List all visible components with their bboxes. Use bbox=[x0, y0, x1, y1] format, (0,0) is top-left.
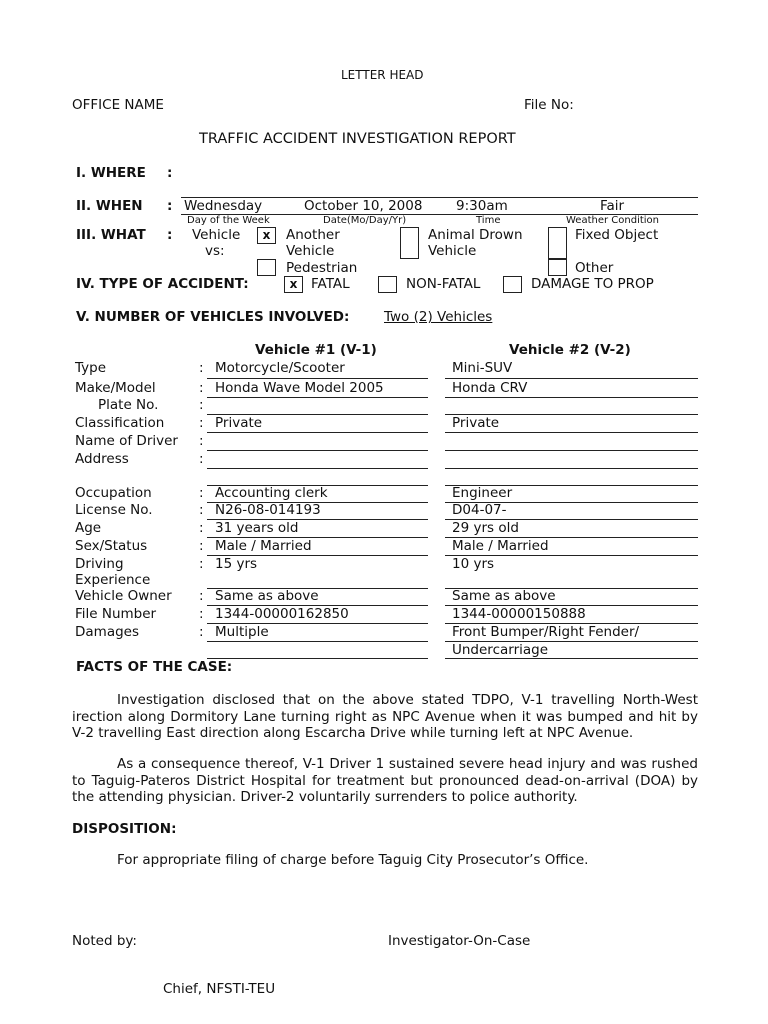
row-label: Plate No. bbox=[98, 397, 159, 413]
row-label: Address bbox=[75, 451, 129, 467]
v1-sex-status: Male / Married bbox=[215, 538, 312, 554]
v2-underline bbox=[445, 641, 698, 642]
when-label: II. WHEN bbox=[76, 198, 143, 214]
noted-by-label: Noted by: bbox=[72, 933, 137, 949]
what-colon: : bbox=[167, 227, 173, 243]
v2-damages-2: Undercarriage bbox=[452, 642, 549, 658]
type-of-accident-label: IV. TYPE OF ACCIDENT: bbox=[76, 276, 249, 292]
v2-vehicle-owner: Same as above bbox=[452, 588, 556, 604]
v2-underline bbox=[445, 378, 698, 379]
animal-drown-label-2: Vehicle bbox=[428, 243, 477, 259]
v1-damages: Multiple bbox=[215, 624, 269, 640]
non-fatal-label: NON-FATAL bbox=[406, 276, 481, 292]
v1-underline bbox=[207, 641, 428, 642]
other-label: Other bbox=[575, 260, 614, 276]
when-weather-value: Fair bbox=[600, 198, 625, 214]
row-colon: : bbox=[199, 502, 204, 518]
v1-occupation: Accounting clerk bbox=[215, 485, 328, 501]
vehicle-1-header: Vehicle #1 (V-1) bbox=[255, 342, 377, 358]
v2-underline bbox=[445, 450, 698, 451]
office-name-label: OFFICE NAME bbox=[72, 97, 164, 113]
fatal-checkbox[interactable]: x bbox=[284, 276, 303, 293]
row-label: Damages bbox=[75, 624, 139, 640]
when-date-value: October 10, 2008 bbox=[304, 198, 423, 214]
where-colon: : bbox=[167, 165, 173, 181]
time-caption: Time bbox=[476, 215, 501, 226]
row-colon: : bbox=[199, 415, 204, 431]
damage-to-prop-checkbox[interactable] bbox=[503, 276, 522, 293]
v2-damages: Front Bumper/Right Fender/ bbox=[452, 624, 640, 640]
when-colon: : bbox=[167, 198, 173, 214]
v1-file-number: 1344-00000162850 bbox=[215, 606, 349, 622]
fixed-object-checkbox[interactable] bbox=[548, 227, 567, 259]
vehicles-involved-value: Two (2) Vehicles bbox=[384, 309, 493, 325]
v1-underline bbox=[207, 378, 428, 379]
v2-age: 29 yrs old bbox=[452, 520, 519, 536]
v2-underline bbox=[445, 432, 698, 433]
row-label: Vehicle Owner bbox=[75, 588, 172, 604]
disposition-text: For appropriate filing of charge before Taguig City Prosecutor’s Office. bbox=[117, 852, 589, 868]
what-vehicle-label: Vehicle bbox=[192, 227, 241, 243]
row-colon: : bbox=[199, 451, 204, 467]
row-label: Sex/Status bbox=[75, 538, 148, 554]
v1-classification: Private bbox=[215, 415, 263, 431]
row-colon: : bbox=[199, 556, 204, 572]
v2-sex-status: Male / Married bbox=[452, 538, 549, 554]
v1-type: Motorcycle/Scooter bbox=[215, 360, 345, 376]
row-label: Classification bbox=[75, 415, 165, 431]
facts-paragraph-2: As a consequence thereof, V-1 Driver 1 sustained severe head injury and was rushed to Taguig-Pateros District Hospital for treatment but pronounced dead-on-arrival (DOA) by the attending physician. Driver-2 voluntarily surrenders to police authority. bbox=[72, 756, 698, 805]
date-caption: Date(Mo/Day/Yr) bbox=[323, 215, 407, 226]
v2-make-model: Honda CRV bbox=[452, 380, 528, 396]
day-caption: Day of the Week bbox=[187, 215, 270, 226]
v2-type: Mini-SUV bbox=[452, 360, 513, 376]
v2-underline bbox=[445, 397, 698, 398]
investigator-label: Investigator-On-Case bbox=[388, 933, 531, 949]
row-label: Name of Driver bbox=[75, 433, 178, 449]
row-colon: : bbox=[199, 433, 204, 449]
non-fatal-checkbox[interactable] bbox=[378, 276, 397, 293]
v1-underline bbox=[207, 658, 428, 659]
row-colon: : bbox=[199, 520, 204, 536]
what-vs-label: vs: bbox=[205, 243, 225, 259]
another-vehicle-checkbox[interactable]: x bbox=[257, 227, 276, 244]
v1-vehicle-owner: Same as above bbox=[215, 588, 319, 604]
v2-underline bbox=[445, 658, 698, 659]
v2-underline bbox=[445, 468, 698, 469]
when-day-value: Wednesday bbox=[184, 198, 263, 214]
v1-age: 31 years old bbox=[215, 520, 299, 536]
v1-underline bbox=[207, 397, 428, 398]
v2-license-no: D04-07- bbox=[452, 502, 507, 518]
row-colon: : bbox=[199, 538, 204, 554]
v1-driving-experience: 15 yrs bbox=[215, 556, 258, 572]
row-colon: : bbox=[199, 380, 204, 396]
v2-classification: Private bbox=[452, 415, 500, 431]
row-label: Make/Model bbox=[75, 380, 156, 396]
facts-heading: FACTS OF THE CASE: bbox=[76, 659, 233, 675]
v2-file-number: 1344-00000150888 bbox=[452, 606, 586, 622]
row-label-2: Experience bbox=[75, 572, 151, 588]
other-checkbox[interactable] bbox=[548, 259, 567, 276]
row-colon: : bbox=[199, 485, 204, 501]
row-colon: : bbox=[199, 624, 204, 640]
v1-license-no: N26-08-014193 bbox=[215, 502, 321, 518]
v2-driving-experience: 10 yrs bbox=[452, 556, 495, 572]
weather-caption: Weather Condition bbox=[566, 215, 660, 226]
chief-label: Chief, NFSTI-TEU bbox=[163, 981, 276, 997]
row-label: Occupation bbox=[75, 485, 152, 501]
v1-underline bbox=[207, 432, 428, 433]
row-label: Driving bbox=[75, 556, 124, 572]
animal-drown-label: Animal Drown bbox=[428, 227, 523, 243]
letter-head: LETTER HEAD bbox=[341, 68, 424, 82]
report-title: TRAFFIC ACCIDENT INVESTIGATION REPORT bbox=[199, 131, 516, 147]
v1-underline bbox=[207, 468, 428, 469]
row-colon: : bbox=[199, 588, 204, 604]
row-label: Type bbox=[75, 360, 107, 376]
row-colon: : bbox=[199, 606, 204, 622]
pedestrian-label: Pedestrian bbox=[286, 260, 358, 276]
row-colon: : bbox=[199, 360, 204, 376]
v2-occupation: Engineer bbox=[452, 485, 513, 501]
vehicles-involved-label: V. NUMBER OF VEHICLES INVOLVED: bbox=[76, 309, 350, 325]
pedestrian-checkbox[interactable] bbox=[257, 259, 276, 276]
another-vehicle-label: Another bbox=[286, 227, 340, 243]
fixed-object-label: Fixed Object bbox=[575, 227, 659, 243]
row-label: License No. bbox=[75, 502, 153, 518]
when-time-value: 9:30am bbox=[456, 198, 508, 214]
what-label: III. WHAT bbox=[76, 227, 146, 243]
row-label: Age bbox=[75, 520, 102, 536]
v1-make-model: Honda Wave Model 2005 bbox=[215, 380, 384, 396]
where-label: I. WHERE bbox=[76, 165, 146, 181]
row-label: File Number bbox=[75, 606, 157, 622]
disposition-heading: DISPOSITION: bbox=[72, 821, 177, 837]
file-no-label: File No: bbox=[524, 97, 574, 113]
animal-drown-checkbox[interactable] bbox=[400, 227, 419, 259]
fatal-label: FATAL bbox=[311, 276, 350, 292]
row-colon: : bbox=[199, 397, 204, 413]
damage-to-prop-label: DAMAGE TO PROP bbox=[531, 276, 654, 292]
another-vehicle-label-2: Vehicle bbox=[286, 243, 335, 259]
vehicle-2-header: Vehicle #2 (V-2) bbox=[509, 342, 631, 358]
facts-paragraph-1: Investigation disclosed that on the above stated TDPO, V-1 travelling North-West irection along Dormitory Lane turning right as NPC Avenue when it was bumped and hit by V-2 travelling East direction along Escarcha Drive while turning left at NPC Avenue. bbox=[72, 692, 698, 741]
v1-underline bbox=[207, 450, 428, 451]
